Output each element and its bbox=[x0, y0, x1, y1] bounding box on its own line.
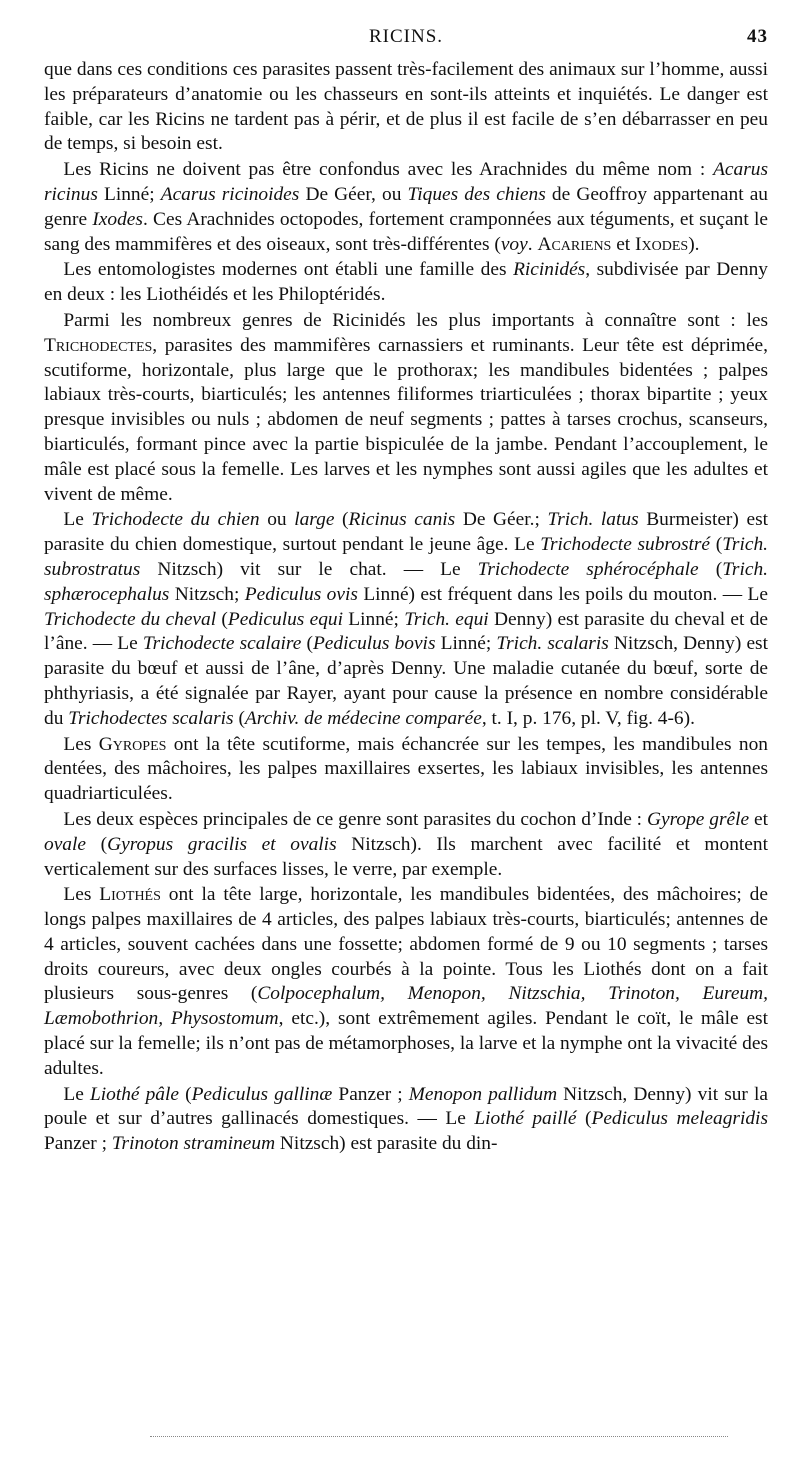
text-run: Panzer ; bbox=[332, 1083, 409, 1105]
italic-run: Gyropus gracilis et ovalis bbox=[107, 833, 337, 855]
text-run: Denny) est parasite du cheval et de l’âne. — Le bbox=[44, 608, 769, 655]
italic-run: Ixodes bbox=[92, 208, 143, 230]
italic-run: Trichodecte sphérocéphale bbox=[477, 558, 699, 580]
italic-run: Trich. subrostratus bbox=[44, 534, 768, 580]
italic-run: Acarus ricinus bbox=[44, 159, 768, 205]
book-page bbox=[44, 26, 768, 1157]
text-run: ou bbox=[259, 509, 295, 531]
text-run: Nitzsch) vit sur le chat. — Le bbox=[140, 558, 478, 580]
italic-run: Pediculus meleagridis bbox=[591, 1108, 768, 1130]
text-run: Panzer ; bbox=[44, 1133, 112, 1155]
small-caps-run: Acariens bbox=[537, 233, 612, 255]
text-run: ( bbox=[301, 633, 313, 655]
text-run: , parasites des mammifères carnassiers et ruminants. Leur tête est déprimée, scutiforme, horizontale, plus large que le prothorax; les mandibules bidentées ; palpes labiaux très-courts, biarticulés; les antennes filiformes triarticulées ; thorax bipartite ; yeux presque invisibles ou nuls ; abdomen de neuf segments ; pattes à tarses crochus, scanseurs, biarticulés, formant pince avec la partie bispiculée de la jambe. Pendant l’accouplement, le mâle est placé sous la femelle. Les larves et les nymphes sont aussi agiles que les adultes et vivent de même. bbox=[44, 334, 768, 505]
italic-run: Pediculus equi bbox=[227, 608, 344, 630]
text-run: et bbox=[611, 233, 636, 255]
footer-dotted-rule bbox=[150, 1436, 728, 1437]
text-run: Burmeister) est parasite du chien domestique, surtout pendant le jeune âge. Le bbox=[44, 509, 768, 556]
italic-run: Trinoton stramineum bbox=[111, 1133, 276, 1155]
paragraph bbox=[44, 508, 768, 731]
text-run: ( bbox=[233, 707, 245, 729]
small-caps-run: Ixodes bbox=[635, 233, 689, 255]
paragraph bbox=[44, 58, 768, 157]
text-run: Les bbox=[63, 733, 99, 755]
italic-run: Colpocephalum, Menopon, Nitzschia, Trinoton, Eureum, Læmobothrion, Physostomum bbox=[44, 983, 769, 1030]
text-run: Nitzsch, Denny) est parasite du bœuf et aussi de l’âne, d’après Denny. Une maladie cutanée du bœuf, sorte de phthyriasis, a été signalée par Rayer, ayant pour cause la présence en nombre considérable du bbox=[44, 633, 768, 729]
text-run: Nitzsch). Ils marchent avec facilité et montent verticalement sur des surfaces lisses, le verre, par exemple. bbox=[44, 833, 768, 880]
italic-run: Pediculus gallinæ bbox=[191, 1083, 333, 1105]
text-run: ( bbox=[179, 1083, 192, 1105]
text-run: ( bbox=[710, 534, 723, 556]
italic-run: Acarus ricinoides bbox=[160, 183, 300, 205]
paragraph bbox=[44, 258, 768, 308]
text-run: Les deux espèces principales de ce genre sont parasites du cochon d’Inde : bbox=[63, 808, 647, 830]
italic-run: Ricinidés bbox=[513, 259, 586, 281]
text-run: Les Ricins ne doivent pas être confondus avec les Arachnides du même nom : bbox=[63, 159, 714, 181]
italic-run: Trichodecte du chien bbox=[91, 509, 260, 531]
small-caps-run: Gyropes bbox=[98, 733, 167, 755]
italic-run: Pediculus ovis bbox=[244, 583, 358, 605]
italic-run: Gyrope grêle bbox=[646, 808, 750, 830]
italic-run: Trichodecte subrostré bbox=[540, 534, 711, 556]
italic-run: Menopon pallidum bbox=[408, 1083, 558, 1105]
text-run: ( bbox=[576, 1108, 592, 1130]
page-number: 43 bbox=[747, 26, 768, 47]
text-run: , t. I, p. 176, pl. V, fig. 4-6). bbox=[481, 707, 695, 729]
text-run: De Géer.; bbox=[455, 509, 548, 531]
italic-run: Pediculus bovis bbox=[312, 633, 436, 655]
running-title: RICINS. bbox=[368, 26, 444, 47]
text-run: , etc.), sont extrêmement agiles. Pendant le coït, le mâle est placé sur la femelle; ils n’ont pas de métamorphoses, la larve et la nymphe ont la vivacité des adultes. bbox=[44, 1008, 768, 1079]
small-caps-run: Trichodectes bbox=[44, 334, 153, 356]
paragraph bbox=[44, 808, 768, 882]
text-run: Nitzsch; bbox=[169, 583, 245, 605]
text-run: Parmi les nombreux genres de Ricinidés les plus importants à connaître sont : les bbox=[63, 309, 768, 331]
small-caps-run: Liothés bbox=[99, 884, 161, 906]
page-header bbox=[44, 26, 768, 48]
text-run: Nitzsch, Denny) vit sur la poule et sur d’autres gallinacés domestiques. — Le bbox=[44, 1083, 768, 1130]
italic-run: Trich. scalaris bbox=[496, 633, 609, 655]
paragraph bbox=[44, 883, 768, 1081]
italic-run: Trich. latus bbox=[547, 509, 639, 531]
italic-run: Trich. sphærocephalus bbox=[44, 558, 768, 605]
text-run: . bbox=[527, 233, 538, 255]
text-run: Le bbox=[63, 1083, 90, 1105]
italic-run: Trichodecte du cheval bbox=[44, 608, 217, 630]
italic-run: Liothé paillé bbox=[474, 1108, 577, 1130]
text-run: que dans ces conditions ces parasites passent très-facilement des animaux sur l’homme, aussi les préparateurs d’anatomie ou les chasseurs en sont-ils atteints et inquiétés. Le danger est faible, car les Ricins ne tardent pas à périr, et de plus il est facile de s’en débarrasser en peu de temps, si besoin est. bbox=[44, 59, 768, 155]
text-run: Les entomologistes modernes ont établi une famille des bbox=[63, 259, 514, 281]
text-run: et bbox=[749, 808, 769, 830]
italic-run: Trichodecte scalaire bbox=[142, 633, 302, 655]
text-run: ( bbox=[334, 509, 349, 531]
text-run: Linné; bbox=[435, 633, 497, 655]
text-run: Linné; bbox=[343, 608, 405, 630]
italic-run: Ricinus canis bbox=[348, 509, 456, 531]
text-run: Linné; bbox=[97, 183, 161, 205]
text-run: ont la tête large, horizontale, les mandibules bidentées, des mâchoires; de longs palpes maxillaires de 4 articles, des palpes labiaux très-courts, biarticulés; antennes de 4 articles, souvent cachées dans une fossette; abdomen formé de 9 ou 10 segments ; tarses droits coureurs, avec deux ongles courbés à la pointe. Tous les Liothés dont on a fait plusieurs sous-genres ( bbox=[44, 884, 768, 1005]
italic-run: Archiv. de médecine comparée bbox=[244, 707, 482, 729]
text-run: ). bbox=[688, 233, 700, 255]
paragraph bbox=[44, 158, 768, 257]
text-run: ont la tête scutiforme, mais échancrée sur les tempes, les mandibules non dentées, des mâchoires, les palpes maxillaires exsertes, les labiaux invisibles, les antennes quadriarticulées. bbox=[44, 733, 768, 805]
text-run: . Ces Arachnides octopodes, fortement cramponnées aux téguments, et suçant le sang des mammifères et des oiseaux, sont très-différentes ( bbox=[44, 208, 768, 255]
text-run: ( bbox=[86, 833, 108, 855]
text-run: Linné) est fréquent dans les poils du mouton. — Le bbox=[357, 583, 768, 605]
italic-run: Tiques des chiens bbox=[407, 183, 546, 205]
italic-run: Trichodectes scalaris bbox=[68, 707, 234, 729]
italic-run: voy bbox=[500, 233, 528, 255]
text-run: ( bbox=[216, 608, 228, 630]
text-run: , subdivisée par Denny en deux : les Liothéidés et les Philoptéridés. bbox=[44, 259, 768, 306]
paragraph bbox=[44, 1083, 768, 1157]
paragraph bbox=[44, 309, 768, 507]
text-run: De Géer, ou bbox=[299, 183, 408, 205]
italic-run: Trich. equi bbox=[404, 608, 489, 630]
body-text bbox=[44, 58, 768, 1157]
text-run: ( bbox=[698, 558, 723, 580]
paragraph bbox=[44, 733, 768, 807]
text-run: Nitzsch) est parasite du din- bbox=[275, 1133, 498, 1155]
text-run: de Geoffroy appartenant au genre bbox=[44, 183, 769, 230]
italic-run: Liothé pâle bbox=[89, 1083, 179, 1105]
text-run: Les bbox=[63, 884, 100, 906]
italic-run: large bbox=[294, 509, 335, 531]
italic-run: ovale bbox=[44, 833, 86, 855]
text-run: Le bbox=[63, 509, 92, 531]
